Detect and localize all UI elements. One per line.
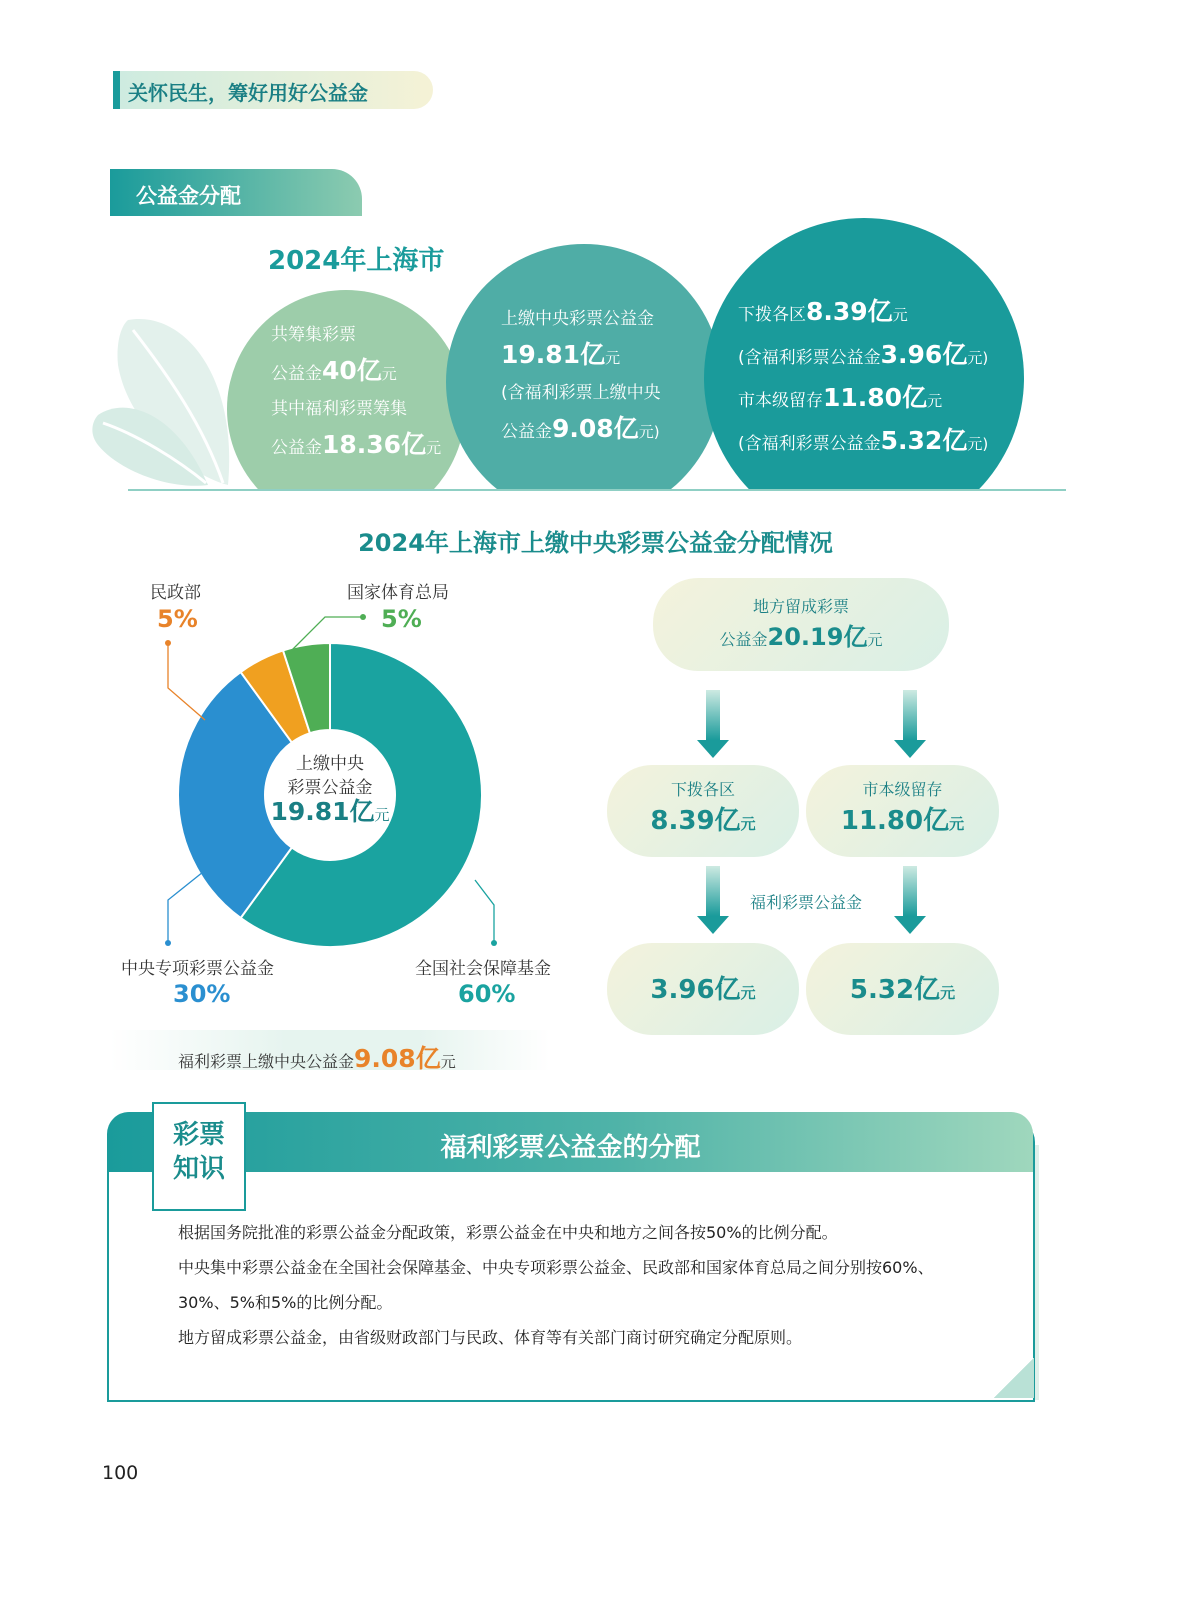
arrow-down-icon <box>894 740 926 758</box>
knowledge-paragraph: 根据国务院批准的彩票公益金分配政策，彩票公益金在中央和地方之间各按50%的比例分配。 <box>178 1223 838 1242</box>
circle3-line4: (含福利彩票公益金5.32亿元) <box>738 426 989 455</box>
circle3-line1: 下拨各区8.39亿元 <box>738 297 908 326</box>
distribution-tab-label: 公益金分配 <box>136 184 241 208</box>
donut-center-line2: 彩票公益金 <box>287 778 373 798</box>
arrow-shaft <box>903 866 917 916</box>
flow-local-total-value: 公益金20.19亿元 <box>719 623 883 651</box>
arrow-shaft <box>903 690 917 740</box>
welfare-note: 福利彩票上缴中央公益金9.08亿元 <box>178 1044 456 1073</box>
flow-city <box>806 765 999 857</box>
knowledge-paragraph: 地方留成彩票公益金，由省级财政部门与民政、体育等有关部门商讨研究确定分配原则。 <box>178 1328 803 1347</box>
arrow-shaft <box>706 866 720 916</box>
badge-line2: 知识 <box>172 1154 225 1184</box>
flow-districts-value: 8.39亿元 <box>650 806 756 836</box>
badge-line1: 彩票 <box>172 1120 225 1150</box>
flow-districts <box>607 765 799 857</box>
flow-city-welfare-value: 5.32亿元 <box>849 975 956 1005</box>
page-number: 100 <box>102 1462 139 1484</box>
circle1-line2: 公益金40亿元 <box>271 356 397 385</box>
flow-districts-title: 下拨各区 <box>670 780 735 799</box>
knowledge-title: 福利彩票公益金的分配 <box>440 1133 701 1163</box>
flow-city-welfare <box>806 943 999 1035</box>
pct-shebao: 60% <box>458 980 516 1008</box>
knowledge-paragraph: 中央集中彩票公益金在全国社会保障基金、中央专项彩票公益金、民政部和国家体育总局之间分别按60%、 <box>178 1258 934 1277</box>
label-zhuanxiang: 中央专项彩票公益金 <box>121 959 274 979</box>
circle2-line1: 上缴中央彩票公益金 <box>501 309 654 329</box>
circle1-line1: 共筹集彩票 <box>271 325 356 345</box>
circle3-line2: (含福利彩票公益金3.96亿元) <box>738 340 989 369</box>
donut-center-line1: 上缴中央 <box>296 754 364 774</box>
label-shebao: 全国社会保障基金 <box>415 959 551 979</box>
circle1-line3: 其中福利彩票筹集 <box>271 399 407 419</box>
flow-city-value: 11.80亿元 <box>840 806 965 836</box>
flow-welfare-label: 福利彩票公益金 <box>750 893 863 912</box>
label-tiyu: 国家体育总局 <box>347 583 449 603</box>
flow-local-total <box>653 578 949 671</box>
donut-center-value: 19.81亿元 <box>270 797 390 826</box>
flow-districts-welfare <box>607 943 799 1035</box>
distribution-title: 2024年上海市上缴中央彩票公益金分配情况 <box>358 529 833 557</box>
arrow-down-icon <box>894 916 926 934</box>
page-fold-corner <box>994 1358 1034 1398</box>
label-minzheng: 民政部 <box>150 583 201 603</box>
section-header-text: 关怀民生，筹好用好公益金 <box>128 81 368 105</box>
knowledge-paragraph: 30%、5%和5%的比例分配。 <box>178 1293 393 1312</box>
flow-districts-welfare-value: 3.96亿元 <box>650 975 756 1005</box>
knowledge-badge <box>152 1102 246 1211</box>
circle3-line3: 市本级留存11.80亿元 <box>738 383 943 412</box>
circle1-line4: 公益金18.36亿元 <box>271 430 442 459</box>
flow-city-title: 市本级留存 <box>862 780 943 799</box>
circle2-line4: 公益金9.08亿元) <box>501 414 660 443</box>
circle2-line3: (含福利彩票上缴中央 <box>501 383 661 403</box>
circle2-line2: 19.81亿元 <box>501 340 621 369</box>
year-title: 2024年上海市 <box>268 246 445 276</box>
pct-minzheng: 5% <box>157 605 198 633</box>
pct-zhuanxiang: 30% <box>173 980 231 1008</box>
arrow-down-icon <box>697 916 729 934</box>
pct-tiyu: 5% <box>381 605 422 633</box>
arrow-down-icon <box>697 740 729 758</box>
flow-local-total-label: 地方留成彩票 <box>752 597 849 616</box>
arrow-shaft <box>706 690 720 740</box>
